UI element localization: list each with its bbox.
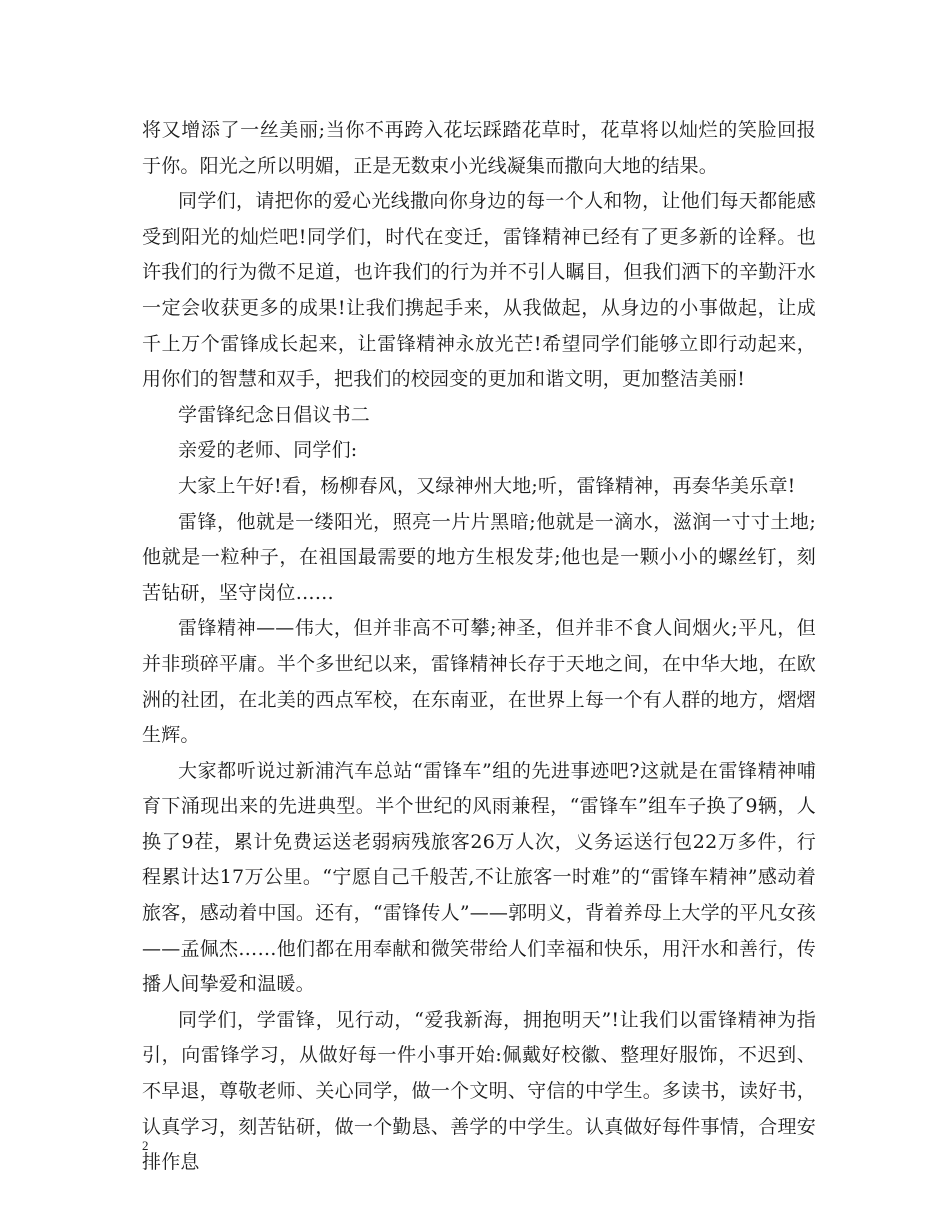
section-heading: 学雷锋纪念日倡议书二 (178, 403, 371, 426)
paragraph-greeting: 大家上午好!看，杨柳春风，又绿神州大地;听，雷锋精神，再奏华美乐章! (178, 474, 796, 497)
document-body (142, 113, 816, 1181)
paragraph-6: 同学们，学雷锋，见行动，“爱我新海，拥抱明天”!让我们以雷锋精神为指引，向雷锋学习，从做好每一件小事开始:佩戴好校徽、整理好服饰，不迟到、不早退，尊敬老师、关心同学，做一个文明、守信的中学生。多读书，读好书，认真学习，刻苦钻研，做一个勤恳、善学的中学生。认真做好每件事情，合理安排作息 (142, 1008, 816, 1174)
page-number: 2 (142, 1138, 149, 1153)
paragraph-5: 大家都听说过新浦汽车总站“雷锋车”组的先进事迹吧?这就是在雷锋精神哺育下涌现出来的先进典型。半个世纪的风雨兼程，“雷锋车”组车子换了9辆，人换了9茬，累计免费运送老弱病残旅客26万人次，义务运送行包22万多件，行程累计达17万公里。“宁愿自己千般苦,不让旅客一时难”的“雷锋车精神”感动着旅客，感动着中国。还有，“雷锋传人”——郭明义，背着养母上大学的平凡女孩——孟佩杰……他们都在用奉献和微笑带给人们幸福和快乐，用汗水和善行，传播人间挚爱和温暖。 (142, 759, 816, 996)
paragraph-2: 同学们，请把你的爱心光线撒向你身边的每一个人和物，让他们每天都能感受到阳光的灿烂吧!同学们，时代在变迁，雷锋精神已经有了更多新的诠释。也许我们的行为微不足道，也许我们的行为并不引人瞩目，但我们洒下的辛勤汗水一定会收获更多的成果!让我们携起手来，从我做起，从身边的小事做起，让成千上万个雷锋成长起来，让雷锋精神永放光芒!希望同学们能够立即行动起来，用你们的智慧和双手，把我们的校园变的更加和谐文明，更加整洁美丽! (142, 190, 816, 391)
salutation: 亲爱的老师、同学们: (178, 439, 358, 462)
paragraph-3: 雷锋，他就是一缕阳光，照亮一片片黑暗;他就是一滴水，滋润一寸寸土地;他就是一粒种子，在祖国最需要的地方生根发芽;他也是一颗小小的螺丝钉，刻苦钻研，坚守岗位…… (142, 510, 816, 604)
paragraph-1: 将又增添了一丝美丽;当你不再跨入花坛踩踏花草时，花草将以灿烂的笑脸回报于你。阳光之所以明媚，正是无数束小光线凝集而撒向大地的结果。 (142, 119, 816, 177)
paragraph-4: 雷锋精神——伟大，但并非高不可攀;神圣，但并非不食人间烟火;平凡，但并非琐碎平庸。半个多世纪以来，雷锋精神长存于天地之间，在中华大地，在欧洲的社团，在北美的西点军校，在东南亚，在世界上每一个有人群的地方，熠熠生辉。 (142, 617, 816, 747)
